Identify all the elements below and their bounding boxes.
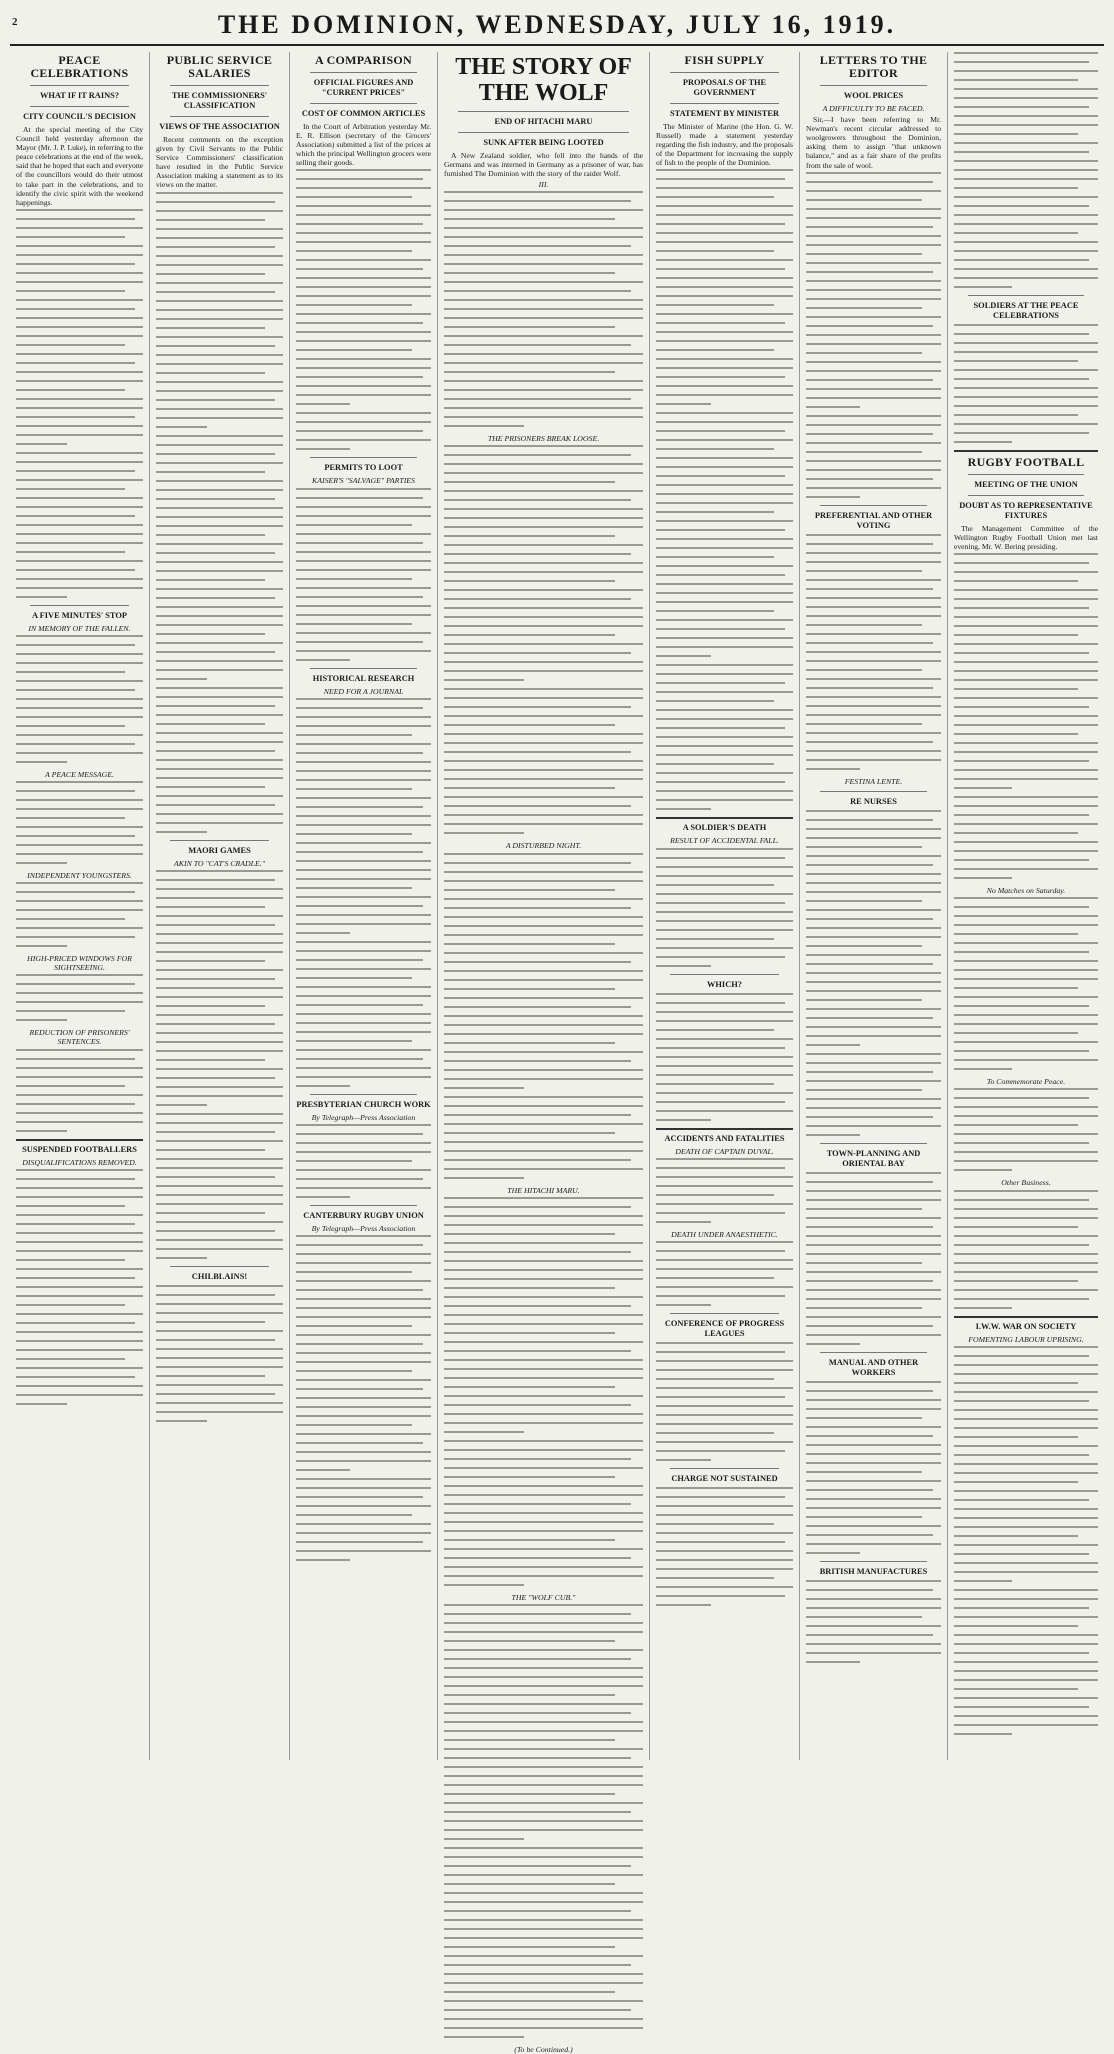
body-text (16, 635, 143, 763)
headline: A COMPARISON (314, 53, 413, 67)
subheading: CHILBLAINS! (191, 1271, 248, 1281)
body-text (806, 534, 941, 770)
headline: FISH SUPPLY (684, 53, 765, 67)
article-lead: In the Court of Arbitration yesterday Mr. E. R. Ellison (secretary of the Grocers' Association) submitted a list of the prices at which the principal Wellington grocers were selling their goods. (296, 122, 431, 168)
headline: SUSPENDED FOOTBALLERS (22, 1144, 137, 1154)
masthead (10, 8, 1104, 46)
body-text (954, 553, 1098, 879)
subheading: A FIVE MINUTES' STOP (31, 610, 127, 620)
column-2 (150, 52, 290, 1760)
subheading: A DIFFICULTY TO BE FACED. (822, 104, 925, 113)
body-text (444, 1604, 643, 2038)
body-text (954, 1088, 1098, 1171)
subheading: DEATH UNDER ANAESTHETIC. (671, 1229, 778, 1239)
subheading: OFFICIAL FIGURES AND "CURRENT PRICES" (313, 78, 414, 97)
subheading: KAISER'S "SALVAGE" PARTIES (312, 476, 415, 486)
subheading: THE "WOLF CUB." (511, 1592, 576, 1602)
columns (10, 52, 1104, 2054)
subheading: COST OF COMMON ARTICLES (301, 109, 426, 118)
body-text (296, 1124, 431, 1198)
body-text (444, 445, 643, 834)
column-5 (650, 52, 800, 1760)
subheading: IN MEMORY OF THE FALLEN. (28, 623, 131, 633)
column-4 (438, 52, 650, 2054)
subheading: NEED FOR A JOURNAL (323, 686, 404, 696)
subheading: WHAT IF IT RAINS? (39, 91, 120, 100)
subheading: THE HITACHI MARU. (507, 1185, 580, 1195)
body-text (296, 169, 431, 450)
body-text (656, 169, 793, 810)
body-text (954, 52, 1098, 288)
body-text (656, 1342, 793, 1461)
subheading: MANUAL AND OTHER WORKERS (828, 1357, 919, 1377)
subheading: (To be Continued.) (514, 2044, 573, 2054)
body-text (806, 172, 941, 498)
body-text (954, 324, 1098, 443)
body-text (444, 1197, 643, 1586)
headline: CHARGE NOT SUSTAINED (671, 1473, 778, 1483)
subheading: MEETING OF THE UNION (974, 480, 1078, 489)
body-text (954, 1190, 1098, 1309)
subheading: DEATH OF CAPTAIN DUVAL. (675, 1146, 774, 1156)
headline: SOLDIERS AT THE PEACE CELEBRATIONS (973, 301, 1079, 320)
signature: FESTINA LENTE. (844, 776, 903, 786)
subheading: END OF HITACHI MARU (494, 117, 593, 126)
subheading: A PEACE MESSAGE. (45, 769, 114, 779)
body-text (444, 191, 643, 427)
body-text (656, 1158, 793, 1223)
subheading: MAORI GAMES (188, 845, 251, 855)
subheading: RE NURSES (850, 796, 897, 806)
body-text (806, 1172, 941, 1345)
headline: I.W.W. WAR ON SOCIETY (975, 1321, 1077, 1331)
body-text (656, 848, 793, 967)
newspaper-title: THE DOMINION, WEDNESDAY, JULY 16, 1919. (217, 10, 897, 39)
subheading: INDEPENDENT YOUNGSTERS. (27, 871, 132, 881)
body-text (656, 1487, 793, 1606)
headline: PEACE CELEBRATIONS (30, 53, 129, 80)
subheading: DOUBT AS TO REPRESENTATIVE FIXTURES (959, 501, 1093, 520)
subheading: By Telegraph—Press Association (311, 1112, 416, 1122)
headline: CANTERBURY RUGBY UNION (303, 1210, 424, 1220)
body-text (954, 1346, 1098, 1735)
body-text (156, 192, 283, 833)
body-text (16, 1049, 143, 1132)
subheading: STATEMENT BY MINISTER (669, 109, 780, 118)
subheading: FOMENTING LABOUR UPRISING. (968, 1334, 1084, 1344)
body-text (16, 974, 143, 1021)
subheading: By Telegraph—Press Association (311, 1223, 416, 1233)
headline: WHICH? (707, 979, 742, 989)
headline: HISTORICAL RESEARCH (312, 673, 415, 683)
subheading: III. (538, 180, 549, 190)
article-lead: Recent comments on the exception given by Civil Servants to the Public Service Commissioners' classification have resulted in the Public Service Association making a statement as to its views on the matter. (156, 135, 283, 190)
subheading: THE COMMISSIONERS' CLASSIFICATION (171, 91, 268, 110)
body-text (806, 1381, 941, 1554)
body-text (656, 1241, 793, 1306)
headline: THE STORY OF THE WOLF (455, 54, 632, 106)
subheading: No Matches on Saturday. (986, 886, 1066, 896)
subheading: PREFERENTIAL AND OTHER VOTING (814, 510, 933, 530)
headline: A SOLDIER'S DEATH (682, 823, 767, 833)
headline: PUBLIC SERVICE SALARIES (166, 53, 273, 80)
column-6 (800, 52, 948, 1760)
column-3 (290, 52, 438, 1760)
body-text (656, 993, 793, 1121)
article-lead: At the special meeting of the City Council held yesterday afternoon the Mayor (Mr. J. P. Luke), in referring to the peace celebrations at the end of the week, said that he hoped that each and everyone of the councillors would do their utmost to take part in the celebrations, and to identify the civic spirit with the weekend happenings. (16, 125, 143, 207)
body-text (954, 897, 1098, 1070)
body-text (296, 488, 431, 661)
body-text (806, 810, 941, 1136)
body-text (444, 853, 643, 1179)
subheading: VIEWS OF THE ASSOCIATION (159, 122, 280, 131)
article-lead: A New Zealand soldier, who fell into the hands of the Germans and was interned in Germany as a prisoner of war, has furnished The Dominion with the story of the raider Wolf. (444, 151, 643, 179)
body-text (16, 781, 143, 864)
body-text (16, 882, 143, 947)
body-text (156, 1285, 283, 1422)
subheading: AKIN TO "CAT'S CRADLE." (174, 858, 265, 868)
subheading: RESULT OF ACCIDENTAL FALL. (670, 836, 779, 846)
headline: RUGBY FOOTBALL (967, 455, 1085, 469)
subheading: HIGH-PRICED WINDOWS FOR SIGHTSEEING. (27, 954, 132, 973)
headline: ACCIDENTS AND FATALITIES (664, 1133, 785, 1143)
subheading: BRITISH MANUFACTURES (819, 1566, 928, 1576)
page-number: 2 (12, 16, 18, 28)
subheading: To Commemorate Peace. (986, 1077, 1066, 1087)
subheading: PROPOSALS OF THE GOVERNMENT (682, 78, 767, 97)
subheading: Other Business. (1001, 1178, 1051, 1188)
body-text (806, 1580, 941, 1663)
headline: PRESBYTERIAN CHURCH WORK (296, 1099, 431, 1109)
article-lead: The Minister of Marine (the Hon. G. W. Russell) made a statement yesterday regarding the fish industry, and the proposals of the Department for increasing the supply of fish to the people of the Dominion. (656, 122, 793, 168)
subheading: DISQUALIFICATIONS REMOVED. (22, 1157, 137, 1167)
headline: PERMITS TO LOOT (324, 463, 403, 473)
article-lead: The Management Committee of the Wellington Rugby Football Union met last evening, Mr. W. Bering presiding. (954, 524, 1098, 552)
body-text (296, 1235, 431, 1561)
column-1 (10, 52, 150, 1760)
body-text (16, 1169, 143, 1405)
subheading: REDUCTION OF PRISONERS' SENTENCES. (29, 1028, 130, 1047)
subheading: WOOL PRICES (843, 91, 904, 100)
headline: LETTERS TO THE EDITOR (819, 53, 928, 80)
body-text (16, 209, 143, 598)
subheading: SUNK AFTER BEING LOOTED (483, 138, 604, 147)
column-7 (948, 52, 1104, 1760)
article-lead: Sir,—I have been referring to Mr. Newman's recent circular addressed to woolgrowers throughout the Dominion, asking them to assign "that unknown balance," and as a fair share of the profits from the sale of wool. (806, 115, 941, 170)
body-text (296, 698, 431, 1087)
headline: CONFERENCE OF PROGRESS LEAGUES (664, 1318, 785, 1338)
body-text (156, 870, 283, 1259)
subheading: A DISTURBED NIGHT. (505, 841, 582, 851)
subheading: THE PRISONERS BREAK LOOSE. (487, 434, 600, 444)
subheading: CITY COUNCIL'S DECISION (23, 112, 136, 121)
subheading: TOWN-PLANNING AND ORIENTAL BAY (826, 1148, 921, 1168)
